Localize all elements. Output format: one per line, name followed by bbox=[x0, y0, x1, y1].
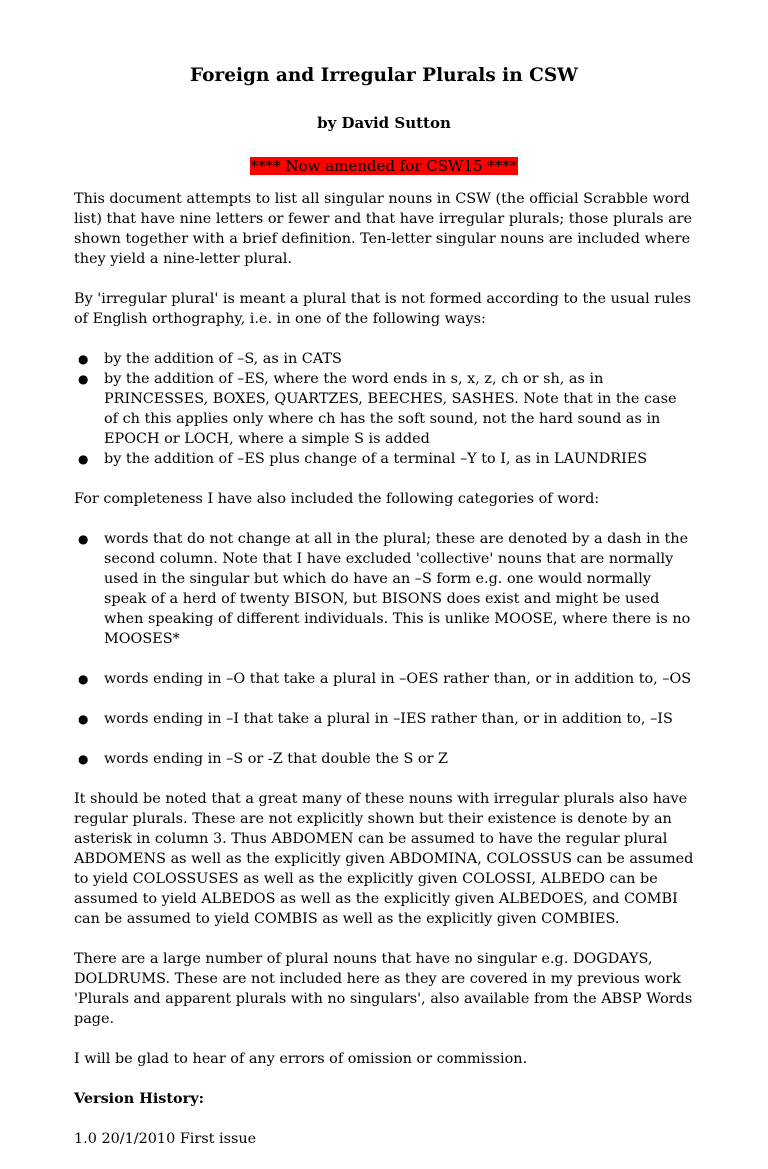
regular-plurals-paragraph: It should be noted that a great many of these nouns with irregular plurals also have regular plurals. These are not explicitly shown but their existence is denote by an asterisk in column 3. Thus ABDOMEN can be assumed to have the regular plural ABDOMENS as well as the explicitly given ABDOMINA, COLOSSUS can be assumed to yield COLOSSUSES as well as the explicitly given COLOSSI, ALBEDO can be assumed to yield ALBEDOS as well as the explicitly given ALBEDOES, and COMBI can be assumed to yield COMBIS as well as the explicitly given COMBIES. bbox=[74, 791, 694, 927]
rule-item bbox=[74, 369, 694, 449]
rule-item bbox=[74, 349, 694, 369]
intro-paragraph: This document attempts to list all singular nouns in CSW (the official Scrabble word list) that have nine letters or fewer and that have irregular plurals; those plurals are shown together with a brief definition. Ten-letter singular nouns are included where they yield a nine-letter plural. bbox=[74, 191, 693, 267]
bullet-icon: ● bbox=[78, 352, 89, 366]
category-text: words ending in –I that take a plural in –IES rather than, or in addition to, –IS bbox=[104, 711, 673, 727]
bullet-icon: ● bbox=[78, 532, 89, 546]
bullet-icon: ● bbox=[78, 672, 89, 686]
rules-list bbox=[74, 349, 694, 469]
bullet-icon: ● bbox=[78, 452, 89, 466]
category-text: words that do not change at all in the plural; these are denoted by a dash in the second column. Note that I have excluded 'collective' nouns that are normally used in the singular but which do have an –S form e.g. one would normally speak of a herd of twenty BISON, but BISONS does exist and might be used when speaking of different individuals. This is unlike MOOSE, where there is no MOOSES* bbox=[104, 531, 691, 647]
version-entry: 1.0 20/1/2010 First issue bbox=[74, 1131, 257, 1147]
rule-text: by the addition of –ES, where the word ends in s, x, z, ch or sh, as in PRINCESSES, BOXES, QUARTZES, BEECHES, SASHES. Note that in the case of ch this applies only where ch has the soft sound, not the hard sound as in EPOCH or LOCH, where a simple S is added bbox=[104, 371, 677, 447]
completeness-paragraph: For completeness I have also included the following categories of word: bbox=[74, 491, 600, 507]
previous-work-paragraph: There are a large number of plural nouns that have no singular e.g. DOGDAYS, DOLDRUMS. These are not included here as they are covered in my previous work 'Plurals and apparent plurals with no singulars', also available from the ABSP Words page. bbox=[74, 951, 693, 1027]
document-author: by David Sutton bbox=[317, 114, 451, 132]
document-body bbox=[74, 189, 694, 1169]
bullet-icon: ● bbox=[78, 712, 89, 726]
errors-paragraph: I will be glad to hear of any errors of omission or commission. bbox=[74, 1051, 528, 1067]
categories-list bbox=[74, 529, 694, 769]
category-text: words ending in –O that take a plural in –OES rather than, or in addition to, –OS bbox=[104, 671, 692, 687]
category-item bbox=[74, 669, 694, 689]
category-item bbox=[74, 529, 694, 649]
category-item bbox=[74, 749, 694, 769]
rule-item bbox=[74, 449, 694, 469]
notice-line bbox=[0, 156, 768, 176]
amendment-notice: **** Now amended for CSW15 **** bbox=[250, 157, 518, 175]
definition-paragraph: By 'irregular plural' is meant a plural that is not formed according to the usual rules of English orthography, i.e. in one of the following ways: bbox=[74, 291, 691, 327]
rule-text: by the addition of –S, as in CATS bbox=[104, 351, 342, 367]
rule-text: by the addition of –ES plus change of a terminal –Y to I, as in LAUNDRIES bbox=[104, 451, 648, 467]
category-text: words ending in –S or -Z that double the S or Z bbox=[104, 751, 449, 767]
bullet-icon: ● bbox=[78, 752, 89, 766]
category-item bbox=[74, 709, 694, 729]
version-history-heading: Version History: bbox=[74, 1090, 204, 1107]
bullet-icon: ● bbox=[78, 372, 89, 386]
document-title: Foreign and Irregular Plurals in CSW bbox=[190, 65, 578, 86]
